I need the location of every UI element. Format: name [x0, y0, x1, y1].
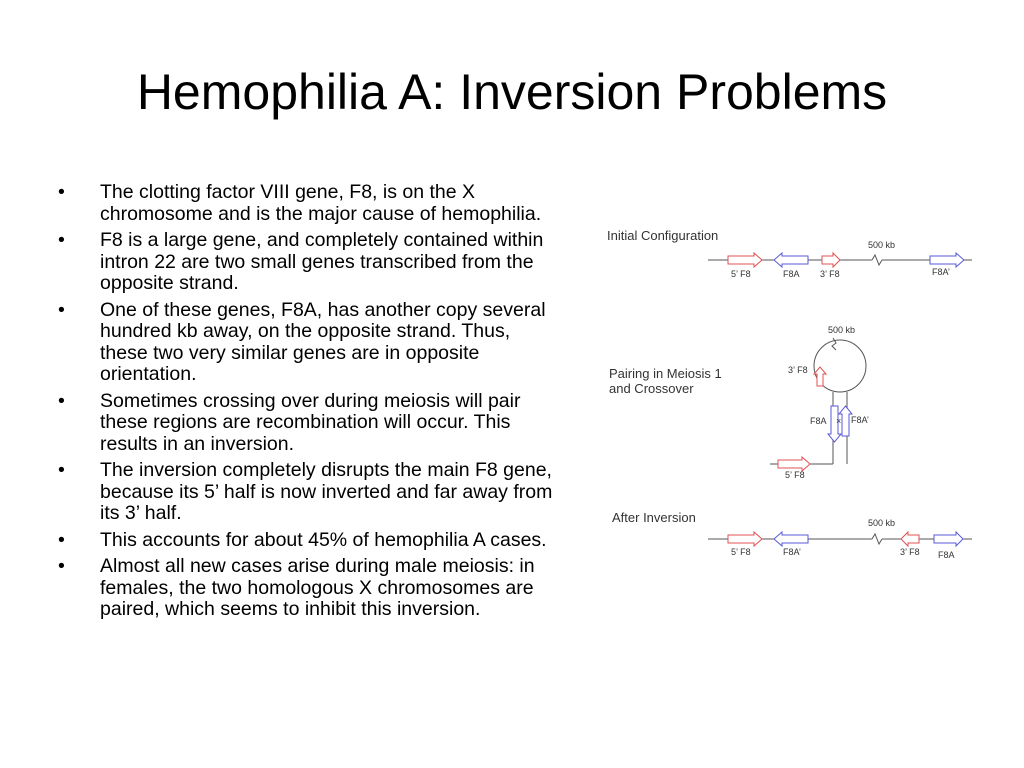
bullet-dot: • — [58, 528, 65, 551]
break-mark — [832, 338, 836, 350]
label-f8a-prime: F8A’ — [851, 415, 869, 425]
initial-distance: 500 kb — [868, 240, 896, 250]
bullet-text: The inversion completely disrupts the main F8 gene, because its 5’ half is now inverted and far away from its 3’ half. — [100, 459, 553, 524]
bullet-dot: • — [58, 555, 65, 577]
inversion-diagram — [590, 210, 990, 570]
bullet-dot: • — [58, 459, 65, 481]
after-distance: 500 kb — [868, 518, 896, 528]
after-inversion — [612, 510, 972, 560]
bullet-text: The clotting factor VIII gene, F8, is on the X chromosome and is the major cause of hemophilia. — [100, 181, 542, 225]
initial-heading: Initial Configuration — [607, 228, 719, 243]
f8a-prime-arrow — [930, 253, 964, 267]
bullet-item — [58, 300, 558, 386]
pairing-heading-1: Pairing in Meiosis 1 — [609, 366, 722, 381]
f8a-prime-arrow — [774, 532, 808, 546]
f8-3-arrow — [822, 253, 840, 267]
bullet-item — [58, 182, 558, 225]
f8a-arrow — [934, 532, 963, 546]
label-5-f8: 5’ F8 — [731, 269, 751, 279]
bullet-text: F8 is a large gene, and completely contained within intron 22 are two small genes transcribed from the opposite strand. — [100, 229, 544, 294]
label-3-f8: 3’ F8 — [900, 547, 920, 557]
bullet-item — [58, 460, 558, 525]
label-5-f8: 5’ F8 — [731, 547, 751, 557]
f8-5-arrow — [728, 253, 762, 267]
pairing-distance: 500 kb — [828, 325, 856, 335]
pairing-meiosis — [609, 325, 869, 480]
label-f8a-prime: F8A’ — [783, 547, 801, 557]
bullet-list — [58, 182, 558, 626]
f8-3-arrow — [901, 532, 919, 546]
label-f8a: F8A — [938, 550, 955, 560]
bullet-dot: • — [58, 298, 65, 321]
f8-5-arrow — [778, 457, 810, 471]
cross-mark: × — [836, 416, 842, 426]
f8a-arrow — [774, 253, 808, 267]
bullet-item — [58, 391, 558, 456]
label-5-f8: 5’ F8 — [785, 470, 805, 480]
bullet-item — [58, 230, 558, 295]
pairing-heading-2: and Crossover — [609, 381, 694, 396]
f8-5-arrow — [728, 532, 762, 546]
label-f8a: F8A — [783, 269, 800, 279]
bullet-dot: • — [58, 181, 65, 203]
label-3-f8: 3’ F8 — [820, 269, 840, 279]
bullet-text: One of these genes, F8A, has another copy several hundred kb away, on the opposite strand. Thus, these two very similar genes are in opposite orientation. — [100, 298, 546, 385]
bullet-text: Almost all new cases arise during male meiosis: in females, the two homologous X chromosomes are paired, which seems to inhibit this inversion. — [100, 555, 535, 620]
label-3-f8: 3’ F8 — [788, 365, 808, 375]
break-mark — [872, 534, 882, 544]
after-heading: After Inversion — [612, 510, 696, 525]
label-f8a: F8A — [810, 416, 827, 426]
label-f8a-prime: F8A’ — [932, 267, 950, 277]
bullet-dot: • — [58, 229, 65, 251]
bullet-text: Sometimes crossing over during meiosis will pair these regions are recombination will occur. This results in an inversion. — [100, 389, 521, 455]
initial-configuration — [607, 228, 972, 279]
bullet-dot: • — [58, 389, 65, 412]
slide-title: Hemophilia A: Inversion Problems — [136, 64, 888, 120]
bullet-item — [58, 556, 558, 621]
break-mark — [872, 255, 882, 265]
bullet-item — [58, 530, 558, 552]
bullet-text: This accounts for about 45% of hemophilia A cases. — [100, 528, 547, 551]
